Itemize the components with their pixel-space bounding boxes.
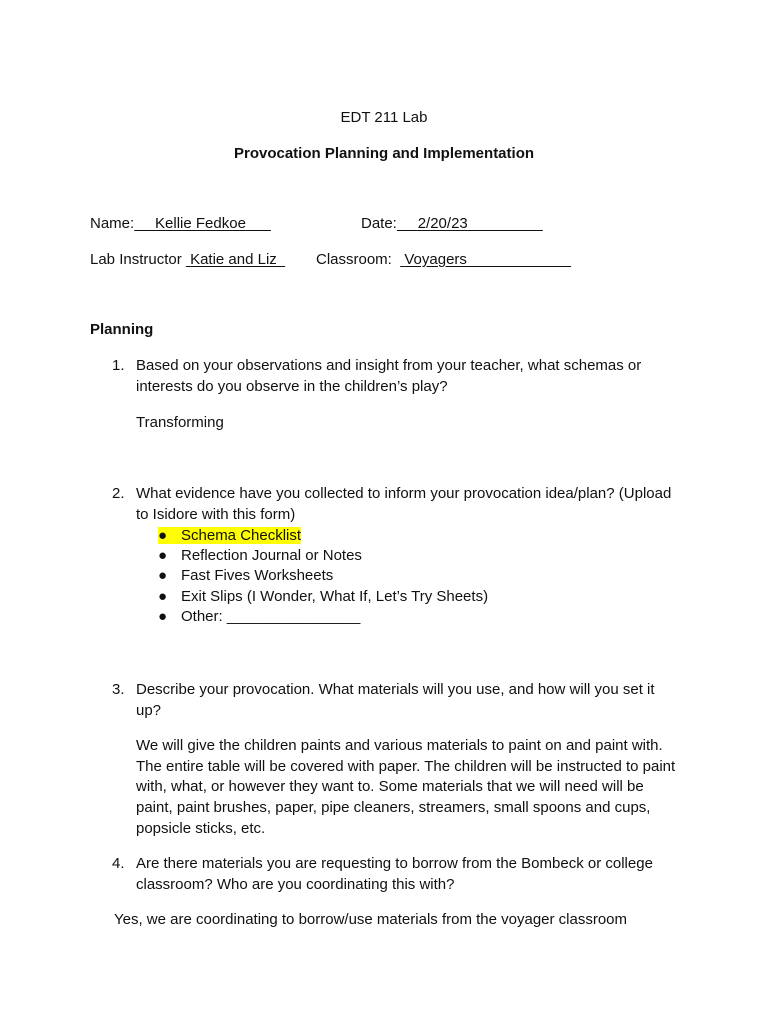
date-field xyxy=(361,214,543,234)
course-title: EDT 211 Lab xyxy=(340,109,428,126)
instructor-label: Lab Instructor xyxy=(90,251,182,268)
evidence-option-schema-checklist xyxy=(158,526,301,546)
date-label: Date: xyxy=(361,215,397,232)
q2-number: 2. xyxy=(112,485,125,502)
q1-answer: Transforming xyxy=(136,414,224,431)
evidence-option-reflection-journal: ● Reflection Journal or Notes xyxy=(158,547,362,564)
q3-number: 3. xyxy=(112,681,125,698)
document-title: Provocation Planning and Implementation xyxy=(233,145,535,162)
q4-number: 4. xyxy=(112,855,125,872)
bullet: ● xyxy=(158,588,168,605)
evidence-option-exit-slips: ● Exit Slips (I Wonder, What If, Let’s Try Sheets) xyxy=(158,588,489,605)
planning-heading: Planning xyxy=(90,321,154,338)
instructor-value: Katie and Liz xyxy=(190,251,277,268)
q4-answer: Yes, we are coordinating to borrow/use materials from the voyager classroom xyxy=(114,911,628,928)
q1-number: 1. xyxy=(112,357,125,374)
name-value: Kellie Fedkoe xyxy=(155,215,246,232)
q3-answer: We will give the children paints and various materials to paint on and paint with. The entire table will be covered with paper. The children will be instructed to paint with, what, or however they want to. Some materials that we will need will be paint, paint brushes, paper, pipe cleaners, streamers, small spoons and cups, popsicle sticks, etc. xyxy=(136,737,676,837)
date-value: 2/20/23 xyxy=(417,215,468,232)
classroom-field xyxy=(316,250,571,270)
q2-text: What evidence have you collected to inform your provocation idea/plan? (Upload to Isidore with this form) xyxy=(136,485,672,523)
evidence-option-fast-fives: ● Fast Fives Worksheets xyxy=(158,567,334,584)
instructor-field xyxy=(90,250,285,270)
evidence-option-other: ● Other: ________________ xyxy=(158,608,361,625)
bullet: ● xyxy=(158,608,168,625)
bullet: ● xyxy=(158,567,168,584)
name-field xyxy=(90,214,271,234)
name-label: Name: xyxy=(90,215,135,232)
highlight-mark: ● Schema Checklist xyxy=(158,527,302,544)
bullet: ● xyxy=(158,547,168,564)
q1-text: Based on your observations and insight from your teacher, what schemas or interests do you observe in the children’s play? xyxy=(136,357,642,395)
bullet: ● xyxy=(158,527,168,544)
q4-text: Are there materials you are requesting to borrow from the Bombeck or college classroom? Who are you coordinating this with? xyxy=(136,855,653,893)
classroom-label: Classroom: xyxy=(316,251,392,268)
classroom-value: Voyagers xyxy=(404,251,467,268)
q3-text: Describe your provocation. What materials will you use, and how will you set it up? xyxy=(136,681,655,719)
